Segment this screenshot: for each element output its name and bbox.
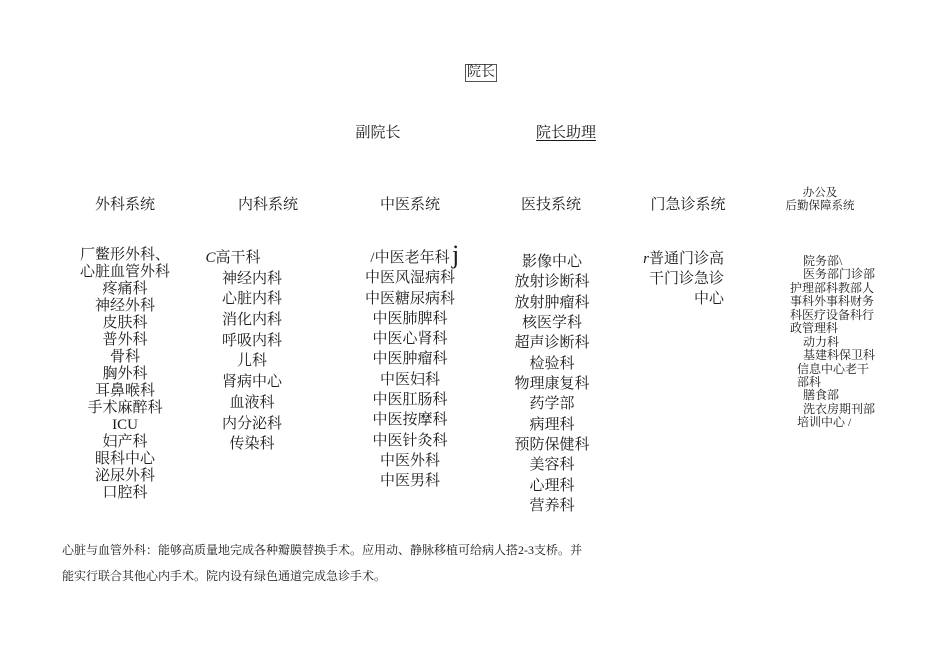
department-item: 中医心肾科 (372, 331, 448, 348)
admin-department-list (790, 255, 900, 430)
cardiac-surgery-note (62, 537, 622, 589)
department-item: 动力科 (803, 334, 840, 349)
note-line: 心脏与血管外科：能够高质量地完成各种瓣膜替换手术。应用动、静脉移植可给病人搭2-3支桥。并 (62, 543, 582, 557)
header-admin-line: 办公及 (802, 187, 838, 199)
department-item: 耳鼻喉科 (94, 383, 155, 399)
department-item: 中医按摩科 (372, 412, 448, 429)
department-item: 中医糖尿病科 (364, 290, 455, 307)
department-item: 病理科 (529, 416, 575, 433)
department-item: 超声诊断科 (514, 335, 590, 352)
header-surgery: 外科系统 (94, 197, 155, 213)
department-item: 心脏血管外科 (79, 264, 170, 280)
department-item: 内分泌科 (221, 415, 282, 432)
department-item: 心脏内科 (221, 291, 282, 308)
department-item: 护理部科教部人 (790, 280, 875, 295)
header-admin (770, 187, 870, 213)
department-item: 基建科保卫科 (803, 348, 876, 363)
department-item: 部科 (797, 374, 822, 389)
medtech-department-list (492, 252, 612, 516)
department-item: 院务部\ (803, 254, 843, 268)
department-item: 手术麻醉科 (87, 400, 163, 416)
department-item: 中医针灸科 (372, 432, 448, 449)
department-item: 神经内科 (221, 270, 282, 287)
department-item: 中医外科 (379, 452, 440, 469)
header-medtech: 医技系统 (520, 197, 581, 213)
tcm-department-list (350, 248, 470, 492)
vice-director: 副院长 (355, 125, 401, 141)
department-item: 皮肤科 (102, 315, 148, 331)
department-item: 医务部门诊部 (803, 267, 876, 282)
department-item: C高干科 (205, 250, 261, 266)
department-item: 呼吸内科 (221, 332, 282, 349)
department-item: 干门诊急诊 (648, 271, 724, 287)
department-item: 科医疗设备科行 (790, 307, 875, 322)
department-item: 放射诊断科 (514, 274, 590, 291)
department-item: 儿科 (236, 353, 267, 370)
note-line: 能实行联合其他心内手术。院内设有绿色通道完成急诊手术。 (62, 569, 387, 583)
department-item: 中医男科 (379, 473, 440, 490)
department-item: 眼科中心 (94, 451, 155, 467)
header-emergency: 门急诊系统 (650, 197, 726, 213)
department-item: 放射肿瘤科 (514, 294, 590, 311)
department-item: 中医肛肠科 (372, 392, 448, 409)
header-internal: 内科系统 (237, 197, 298, 213)
department-item: 信息中心老干 (797, 361, 870, 376)
department-item: 中心 (693, 291, 724, 307)
department-item: 营养科 (529, 498, 575, 515)
department-item: 物理康复科 (514, 376, 590, 393)
department-item: 核医学科 (521, 315, 582, 332)
department-item: 口腔科 (102, 485, 148, 501)
department-item: 消化内科 (221, 312, 282, 329)
department-item: 中医肿瘤科 (372, 351, 448, 368)
department-item: 药学部 (529, 396, 575, 413)
department-item: 血液科 (229, 394, 275, 411)
department-item: 预防保健科 (514, 437, 590, 454)
header-admin-line: 后勤保障系统 (785, 200, 855, 212)
department-item: 中医风湿病科 (364, 270, 455, 287)
department-item: 传染科 (229, 436, 275, 453)
director-assistant-label: 院长助理 (535, 125, 596, 141)
department-item: 检验科 (529, 355, 575, 372)
department-item: 厂鳖形外科、 (79, 247, 170, 263)
emergency-department-list (600, 249, 724, 309)
department-item: 影像中心 (521, 254, 582, 270)
director-box: 院长 (467, 65, 495, 80)
department-item: /中医老年科 (370, 250, 450, 266)
department-item: 培训中心 / (797, 415, 852, 430)
department-item: 胸外科 (102, 366, 148, 382)
department-item: 美容科 (529, 457, 575, 474)
department-item: 政管理科 (790, 321, 839, 336)
department-item: 骨科 (109, 349, 140, 365)
department-item: 泌尿外科 (94, 468, 155, 484)
department-item: 心理科 (529, 477, 575, 494)
department-item: r普通门诊高 (643, 251, 724, 267)
department-item: 肾病中心 (221, 374, 282, 391)
department-item: 普外科 (102, 332, 148, 348)
department-item: 洗衣房期刊部 (803, 401, 876, 416)
department-item: 疼痛科 (102, 281, 148, 297)
bracket-mark: j (452, 240, 460, 269)
department-item: 神经外科 (94, 298, 155, 314)
director-assistant (526, 124, 606, 142)
department-item: 中医妇科 (379, 371, 440, 388)
department-item: 妇产科 (102, 434, 148, 450)
department-item: 中医肺脾科 (372, 310, 448, 327)
header-tcm: 中医系统 (379, 197, 440, 213)
department-item: 事科外事科财务 (790, 294, 875, 309)
department-item: 膳食部 (803, 388, 840, 403)
surgery-department-list (65, 247, 185, 502)
internal-department-list (197, 248, 307, 455)
department-item: ICU (112, 417, 138, 433)
